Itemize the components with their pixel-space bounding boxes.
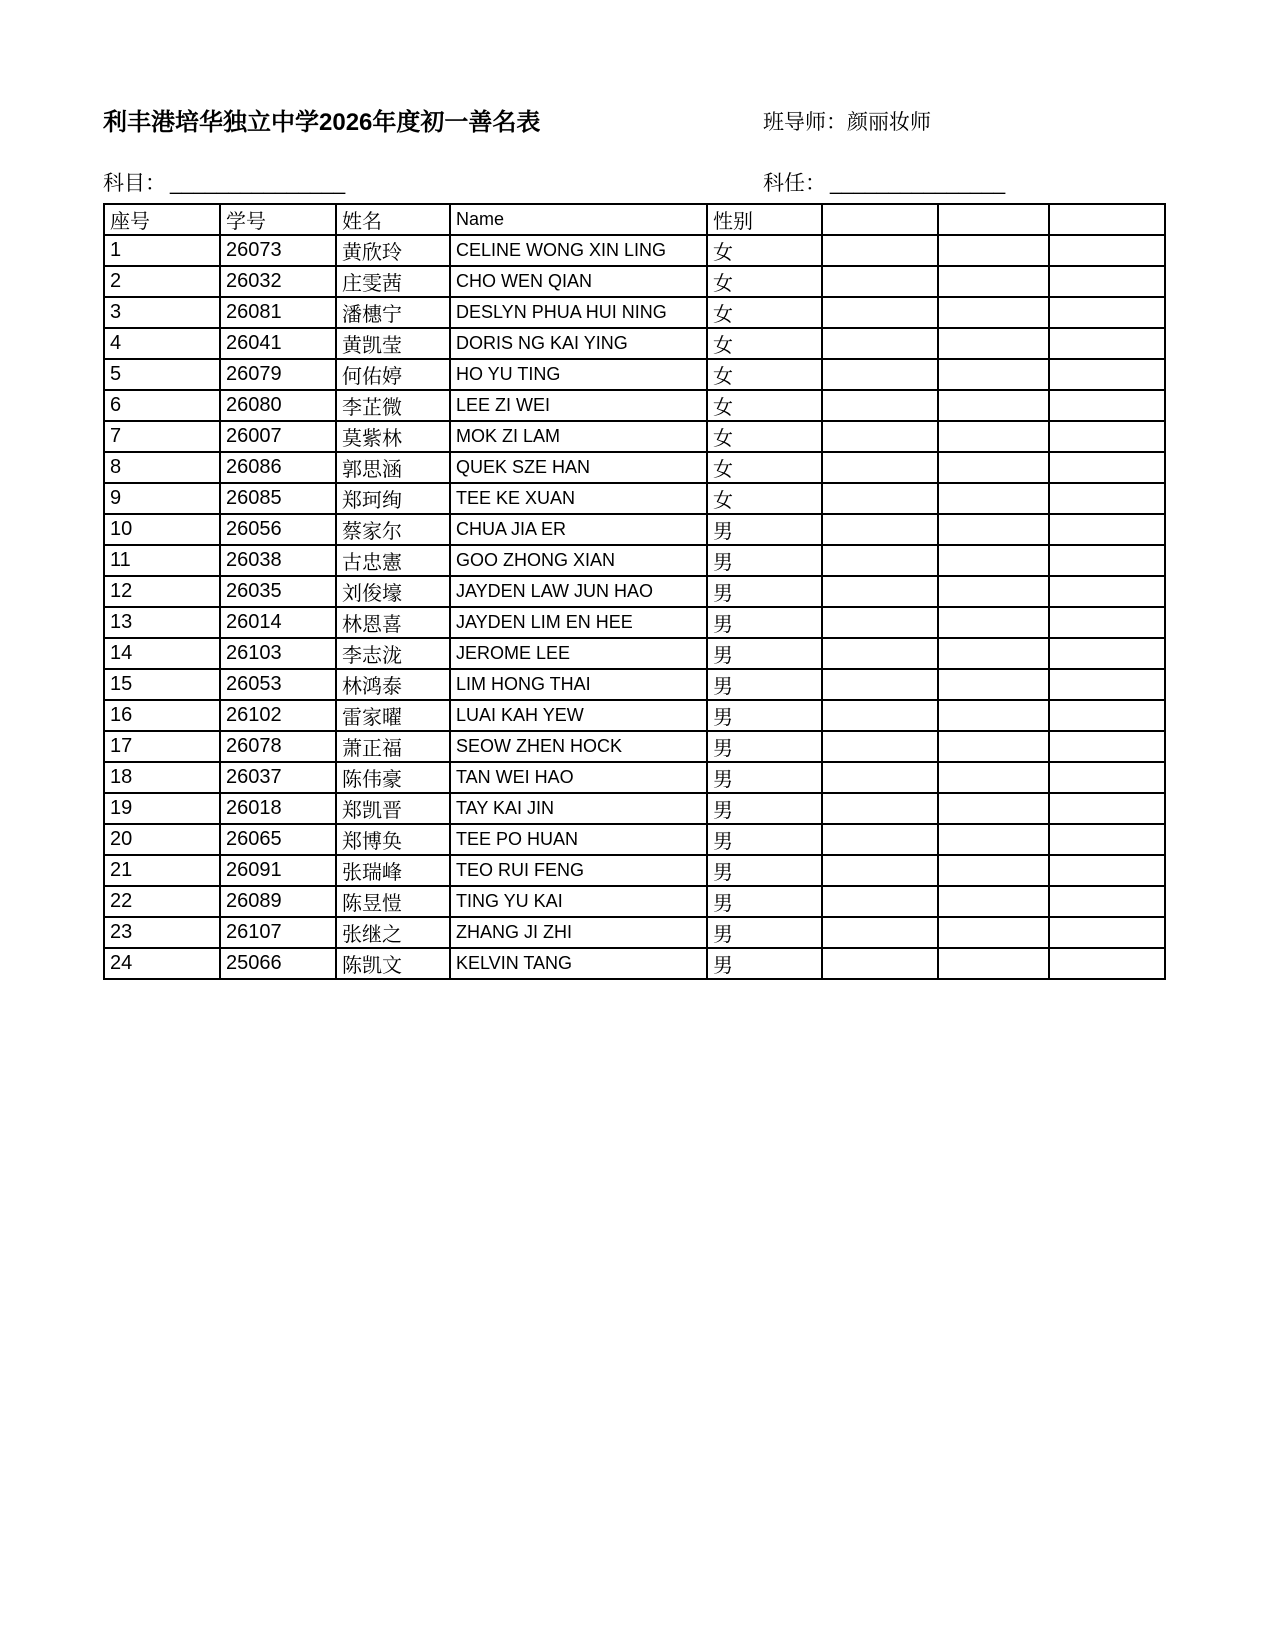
cell-gender: 女 (707, 421, 822, 452)
class-teacher-line (763, 106, 931, 136)
column-header-blank_3 (1049, 204, 1165, 235)
cell-blank_3 (1049, 855, 1165, 886)
student-row (104, 700, 1165, 731)
cell-name_cn: 黄欣玲 (336, 235, 450, 266)
cell-blank_1 (822, 390, 938, 421)
cell-student_id: 26091 (220, 855, 336, 886)
cell-blank_3 (1049, 235, 1165, 266)
cell-student_id: 26041 (220, 328, 336, 359)
student-row (104, 297, 1165, 328)
cell-blank_2 (938, 390, 1049, 421)
column-header-name_cn: 姓名 (336, 204, 450, 235)
cell-name_cn: 陈凯文 (336, 948, 450, 979)
cell-student_id: 26107 (220, 917, 336, 948)
cell-seat: 14 (104, 638, 220, 669)
cell-blank_2 (938, 638, 1049, 669)
cell-seat: 21 (104, 855, 220, 886)
cell-name_cn: 郭思涵 (336, 452, 450, 483)
cell-seat: 4 (104, 328, 220, 359)
cell-seat: 6 (104, 390, 220, 421)
subject-teacher-field (763, 167, 1005, 197)
cell-blank_3 (1049, 390, 1165, 421)
cell-blank_1 (822, 917, 938, 948)
student-row (104, 328, 1165, 359)
class-teacher-label: 班导师： (763, 111, 847, 134)
cell-name_en: TEE PO HUAN (450, 824, 707, 855)
cell-seat: 11 (104, 545, 220, 576)
cell-blank_2 (938, 948, 1049, 979)
cell-name_en: QUEK SZE HAN (450, 452, 707, 483)
cell-student_id: 26078 (220, 731, 336, 762)
cell-blank_2 (938, 669, 1049, 700)
cell-blank_2 (938, 917, 1049, 948)
cell-student_id: 26065 (220, 824, 336, 855)
cell-blank_1 (822, 855, 938, 886)
cell-seat: 7 (104, 421, 220, 452)
cell-gender: 男 (707, 638, 822, 669)
cell-gender: 男 (707, 700, 822, 731)
cell-name_cn: 萧正福 (336, 731, 450, 762)
cell-gender: 女 (707, 390, 822, 421)
cell-blank_1 (822, 266, 938, 297)
cell-blank_1 (822, 328, 938, 359)
student-row (104, 514, 1165, 545)
cell-blank_1 (822, 607, 938, 638)
cell-blank_1 (822, 576, 938, 607)
cell-name_en: MOK ZI LAM (450, 421, 707, 452)
student-row (104, 359, 1165, 390)
cell-student_id: 26102 (220, 700, 336, 731)
cell-name_cn: 庄雯茜 (336, 266, 450, 297)
cell-student_id: 26037 (220, 762, 336, 793)
cell-blank_1 (822, 514, 938, 545)
subject-teacher-label: 科任： (763, 172, 826, 195)
cell-blank_3 (1049, 545, 1165, 576)
cell-blank_3 (1049, 762, 1165, 793)
cell-blank_3 (1049, 948, 1165, 979)
cell-student_id: 26086 (220, 452, 336, 483)
cell-gender: 男 (707, 607, 822, 638)
cell-blank_1 (822, 483, 938, 514)
cell-name_cn: 林恩喜 (336, 607, 450, 638)
cell-seat: 24 (104, 948, 220, 979)
cell-blank_3 (1049, 886, 1165, 917)
cell-name_en: CHO WEN QIAN (450, 266, 707, 297)
student-row (104, 452, 1165, 483)
student-row (104, 793, 1165, 824)
column-header-blank_1 (822, 204, 938, 235)
cell-blank_2 (938, 452, 1049, 483)
cell-blank_3 (1049, 576, 1165, 607)
cell-gender: 男 (707, 576, 822, 607)
cell-student_id: 26018 (220, 793, 336, 824)
cell-gender: 男 (707, 669, 822, 700)
cell-name_en: CELINE WONG XIN LING (450, 235, 707, 266)
cell-blank_2 (938, 328, 1049, 359)
cell-blank_2 (938, 700, 1049, 731)
cell-gender: 男 (707, 917, 822, 948)
cell-gender: 男 (707, 762, 822, 793)
student-roster-table (103, 203, 1166, 980)
subject-blank-line: _______________ (170, 172, 346, 195)
cell-seat: 15 (104, 669, 220, 700)
student-row (104, 886, 1165, 917)
class-teacher-name: 颜丽妆师 (847, 111, 931, 134)
cell-gender: 女 (707, 483, 822, 514)
cell-blank_1 (822, 421, 938, 452)
cell-blank_3 (1049, 359, 1165, 390)
cell-student_id: 26080 (220, 390, 336, 421)
cell-name_cn: 陈伟豪 (336, 762, 450, 793)
cell-seat: 1 (104, 235, 220, 266)
cell-blank_3 (1049, 514, 1165, 545)
cell-blank_2 (938, 266, 1049, 297)
cell-student_id: 26032 (220, 266, 336, 297)
column-header-blank_2 (938, 204, 1049, 235)
cell-name_en: CHUA JIA ER (450, 514, 707, 545)
cell-student_id: 26085 (220, 483, 336, 514)
subject-label: 科目： (103, 172, 166, 195)
cell-student_id: 26079 (220, 359, 336, 390)
cell-blank_1 (822, 235, 938, 266)
cell-name_cn: 郑博奂 (336, 824, 450, 855)
cell-student_id: 26081 (220, 297, 336, 328)
cell-gender: 女 (707, 359, 822, 390)
cell-blank_1 (822, 669, 938, 700)
cell-blank_3 (1049, 917, 1165, 948)
cell-blank_2 (938, 731, 1049, 762)
cell-blank_1 (822, 731, 938, 762)
cell-gender: 男 (707, 545, 822, 576)
cell-blank_1 (822, 545, 938, 576)
cell-seat: 5 (104, 359, 220, 390)
subject-field (103, 167, 345, 197)
cell-blank_1 (822, 700, 938, 731)
cell-gender: 女 (707, 328, 822, 359)
cell-blank_3 (1049, 824, 1165, 855)
cell-gender: 男 (707, 886, 822, 917)
cell-blank_1 (822, 762, 938, 793)
cell-blank_3 (1049, 421, 1165, 452)
cell-student_id: 26035 (220, 576, 336, 607)
cell-name_en: JEROME LEE (450, 638, 707, 669)
cell-student_id: 26089 (220, 886, 336, 917)
cell-blank_2 (938, 855, 1049, 886)
cell-gender: 男 (707, 948, 822, 979)
cell-blank_1 (822, 638, 938, 669)
cell-seat: 10 (104, 514, 220, 545)
cell-blank_2 (938, 297, 1049, 328)
cell-blank_1 (822, 297, 938, 328)
subject-teacher-blank-line: _______________ (830, 172, 1006, 195)
cell-name_en: GOO ZHONG XIAN (450, 545, 707, 576)
cell-name_cn: 陈昱愷 (336, 886, 450, 917)
cell-name_cn: 张瑞峰 (336, 855, 450, 886)
cell-name_en: KELVIN TANG (450, 948, 707, 979)
cell-blank_2 (938, 235, 1049, 266)
roster-body (104, 235, 1165, 979)
page-title: 利丰港培华独立中学2026年度初一善名表 (103, 109, 541, 136)
cell-blank_2 (938, 421, 1049, 452)
column-header-seat: 座号 (104, 204, 220, 235)
cell-name_en: HO YU TING (450, 359, 707, 390)
student-row (104, 421, 1165, 452)
cell-name_en: DORIS NG KAI YING (450, 328, 707, 359)
cell-seat: 3 (104, 297, 220, 328)
cell-blank_3 (1049, 638, 1165, 669)
student-row (104, 731, 1165, 762)
cell-name_cn: 郑珂绚 (336, 483, 450, 514)
column-header-name_en: Name (450, 204, 707, 235)
column-header-gender: 性别 (707, 204, 822, 235)
cell-blank_3 (1049, 452, 1165, 483)
student-row (104, 824, 1165, 855)
cell-blank_1 (822, 824, 938, 855)
cell-blank_1 (822, 886, 938, 917)
cell-blank_2 (938, 793, 1049, 824)
student-row (104, 483, 1165, 514)
cell-blank_1 (822, 948, 938, 979)
cell-blank_1 (822, 359, 938, 390)
cell-student_id: 26007 (220, 421, 336, 452)
cell-name_en: TING YU KAI (450, 886, 707, 917)
cell-gender: 女 (707, 452, 822, 483)
cell-blank_1 (822, 452, 938, 483)
cell-name_cn: 李志泷 (336, 638, 450, 669)
cell-blank_2 (938, 607, 1049, 638)
cell-blank_3 (1049, 328, 1165, 359)
cell-name_cn: 何佑婷 (336, 359, 450, 390)
cell-blank_3 (1049, 483, 1165, 514)
cell-name_cn: 黄凯莹 (336, 328, 450, 359)
student-row (104, 638, 1165, 669)
cell-name_en: TEE KE XUAN (450, 483, 707, 514)
cell-name_cn: 张继之 (336, 917, 450, 948)
cell-gender: 男 (707, 731, 822, 762)
cell-name_en: DESLYN PHUA HUI NING (450, 297, 707, 328)
cell-gender: 女 (707, 266, 822, 297)
student-row (104, 390, 1165, 421)
student-row (104, 762, 1165, 793)
cell-blank_3 (1049, 266, 1165, 297)
cell-seat: 8 (104, 452, 220, 483)
cell-name_en: TAY KAI JIN (450, 793, 707, 824)
cell-seat: 18 (104, 762, 220, 793)
cell-name_en: ZHANG JI ZHI (450, 917, 707, 948)
cell-student_id: 26103 (220, 638, 336, 669)
cell-name_cn: 郑凯晋 (336, 793, 450, 824)
cell-name_en: LIM HONG THAI (450, 669, 707, 700)
student-row (104, 855, 1165, 886)
cell-gender: 男 (707, 824, 822, 855)
cell-name_cn: 刘俊壕 (336, 576, 450, 607)
cell-name_cn: 莫紫林 (336, 421, 450, 452)
cell-blank_2 (938, 514, 1049, 545)
cell-student_id: 26073 (220, 235, 336, 266)
cell-name_en: JAYDEN LIM EN HEE (450, 607, 707, 638)
cell-name_en: LUAI KAH YEW (450, 700, 707, 731)
cell-gender: 女 (707, 297, 822, 328)
cell-student_id: 26038 (220, 545, 336, 576)
column-header-student_id: 学号 (220, 204, 336, 235)
cell-student_id: 26053 (220, 669, 336, 700)
cell-blank_2 (938, 762, 1049, 793)
cell-seat: 19 (104, 793, 220, 824)
cell-name_en: TAN WEI HAO (450, 762, 707, 793)
cell-gender: 男 (707, 793, 822, 824)
cell-blank_3 (1049, 297, 1165, 328)
cell-blank_2 (938, 545, 1049, 576)
cell-name_cn: 林鸿泰 (336, 669, 450, 700)
cell-blank_3 (1049, 669, 1165, 700)
student-row (104, 917, 1165, 948)
cell-seat: 9 (104, 483, 220, 514)
cell-seat: 20 (104, 824, 220, 855)
cell-name_cn: 潘橞宁 (336, 297, 450, 328)
cell-gender: 男 (707, 514, 822, 545)
cell-blank_2 (938, 576, 1049, 607)
cell-name_cn: 李芷微 (336, 390, 450, 421)
cell-blank_2 (938, 359, 1049, 390)
cell-blank_2 (938, 886, 1049, 917)
cell-name_en: JAYDEN LAW JUN HAO (450, 576, 707, 607)
roster-header-row (104, 204, 1165, 235)
cell-blank_3 (1049, 700, 1165, 731)
student-row (104, 607, 1165, 638)
student-row (104, 948, 1165, 979)
cell-student_id: 25066 (220, 948, 336, 979)
student-row (104, 576, 1165, 607)
cell-name_cn: 雷家曜 (336, 700, 450, 731)
cell-seat: 17 (104, 731, 220, 762)
student-row (104, 266, 1165, 297)
cell-seat: 12 (104, 576, 220, 607)
cell-seat: 16 (104, 700, 220, 731)
cell-name_en: LEE ZI WEI (450, 390, 707, 421)
cell-blank_2 (938, 824, 1049, 855)
cell-gender: 男 (707, 855, 822, 886)
cell-blank_2 (938, 483, 1049, 514)
student-row (104, 669, 1165, 700)
cell-blank_3 (1049, 607, 1165, 638)
cell-blank_3 (1049, 731, 1165, 762)
cell-blank_3 (1049, 793, 1165, 824)
cell-blank_1 (822, 793, 938, 824)
cell-seat: 13 (104, 607, 220, 638)
student-row (104, 545, 1165, 576)
student-row (104, 235, 1165, 266)
cell-name_cn: 蔡家尔 (336, 514, 450, 545)
cell-seat: 22 (104, 886, 220, 917)
cell-name_cn: 古忠憲 (336, 545, 450, 576)
cell-name_en: SEOW ZHEN HOCK (450, 731, 707, 762)
cell-gender: 女 (707, 235, 822, 266)
cell-name_en: TEO RUI FENG (450, 855, 707, 886)
cell-student_id: 26014 (220, 607, 336, 638)
cell-student_id: 26056 (220, 514, 336, 545)
cell-seat: 2 (104, 266, 220, 297)
cell-seat: 23 (104, 917, 220, 948)
